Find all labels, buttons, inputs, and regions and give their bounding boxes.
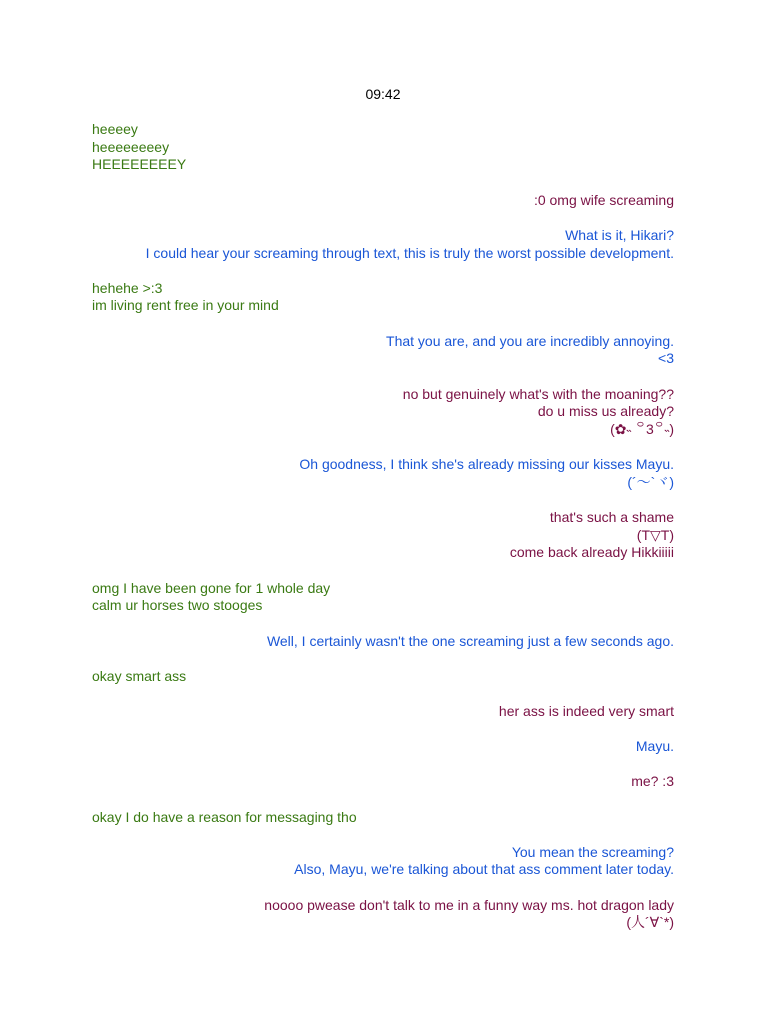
chat-transcript xyxy=(92,121,674,950)
message-group-right xyxy=(92,386,674,439)
message-line: (T▽T) xyxy=(636,526,674,543)
message-group-right xyxy=(92,633,674,651)
message-line: calm ur horses two stooges xyxy=(92,597,263,614)
message-line: hehehe >:3 xyxy=(92,279,163,296)
message-line: heeeey xyxy=(92,121,138,137)
message-group-left xyxy=(92,580,674,615)
message-line: im living rent free in your mind xyxy=(92,297,279,314)
message-line: no but genuinely what's with the moaning?? xyxy=(402,385,674,402)
message-line: Mayu. xyxy=(635,738,674,755)
timestamp: 09:42 xyxy=(365,86,401,102)
message-group-left xyxy=(92,280,674,315)
message-group-right xyxy=(92,738,674,756)
message-line: That you are, and you are incredibly annoying. xyxy=(386,332,674,349)
message-line: You mean the screaming? xyxy=(511,843,674,860)
message-group-left xyxy=(92,668,674,686)
message-line: noooo pwease don't talk to me in a funny way ms. hot dragon lady xyxy=(264,896,674,913)
message-line: omg I have been gone for 1 whole day xyxy=(92,579,331,596)
message-group-right xyxy=(92,333,674,368)
message-group-left xyxy=(92,809,674,827)
message-line: :0 omg wife screaming xyxy=(533,191,674,208)
message-line: (✿˵ ꒪3꒪˵) xyxy=(610,420,674,437)
message-line: heeeeeeeey xyxy=(92,138,170,155)
message-line: (人´∀`*) xyxy=(626,914,674,931)
message-line: HEEEEEEEEY xyxy=(92,156,187,173)
message-group-right xyxy=(92,227,674,262)
message-line: do u miss us already? xyxy=(537,403,674,420)
message-group-left xyxy=(92,121,674,174)
message-line: me? :3 xyxy=(631,773,674,790)
message-line: okay I do have a reason for messaging tho xyxy=(92,808,357,825)
message-line: come back already Hikkiiiii xyxy=(509,544,674,561)
message-group-right xyxy=(92,703,674,721)
message-line: okay smart ass xyxy=(92,667,187,684)
message-group-right xyxy=(92,192,674,210)
message-group-right xyxy=(92,509,674,562)
message-line: Well, I certainly wasn't the one screaming just a few seconds ago. xyxy=(266,632,674,649)
message-group-right xyxy=(92,456,674,491)
message-line: I could hear your screaming through text, this is truly the worst possible development. xyxy=(145,244,674,261)
message-line: that's such a shame xyxy=(549,509,674,526)
message-line: What is it, Hikari? xyxy=(565,226,674,243)
message-line: <3 xyxy=(658,350,674,367)
message-group-right xyxy=(92,844,674,879)
message-line: (´～`ヾ) xyxy=(627,473,674,490)
message-group-right xyxy=(92,773,674,791)
message-group-right xyxy=(92,897,674,932)
message-line: her ass is indeed very smart xyxy=(498,702,674,719)
message-line: Oh goodness, I think she's already missing our kisses Mayu. xyxy=(299,456,674,473)
message-line: Also, Mayu, we're talking about that ass comment later today. xyxy=(294,861,674,878)
